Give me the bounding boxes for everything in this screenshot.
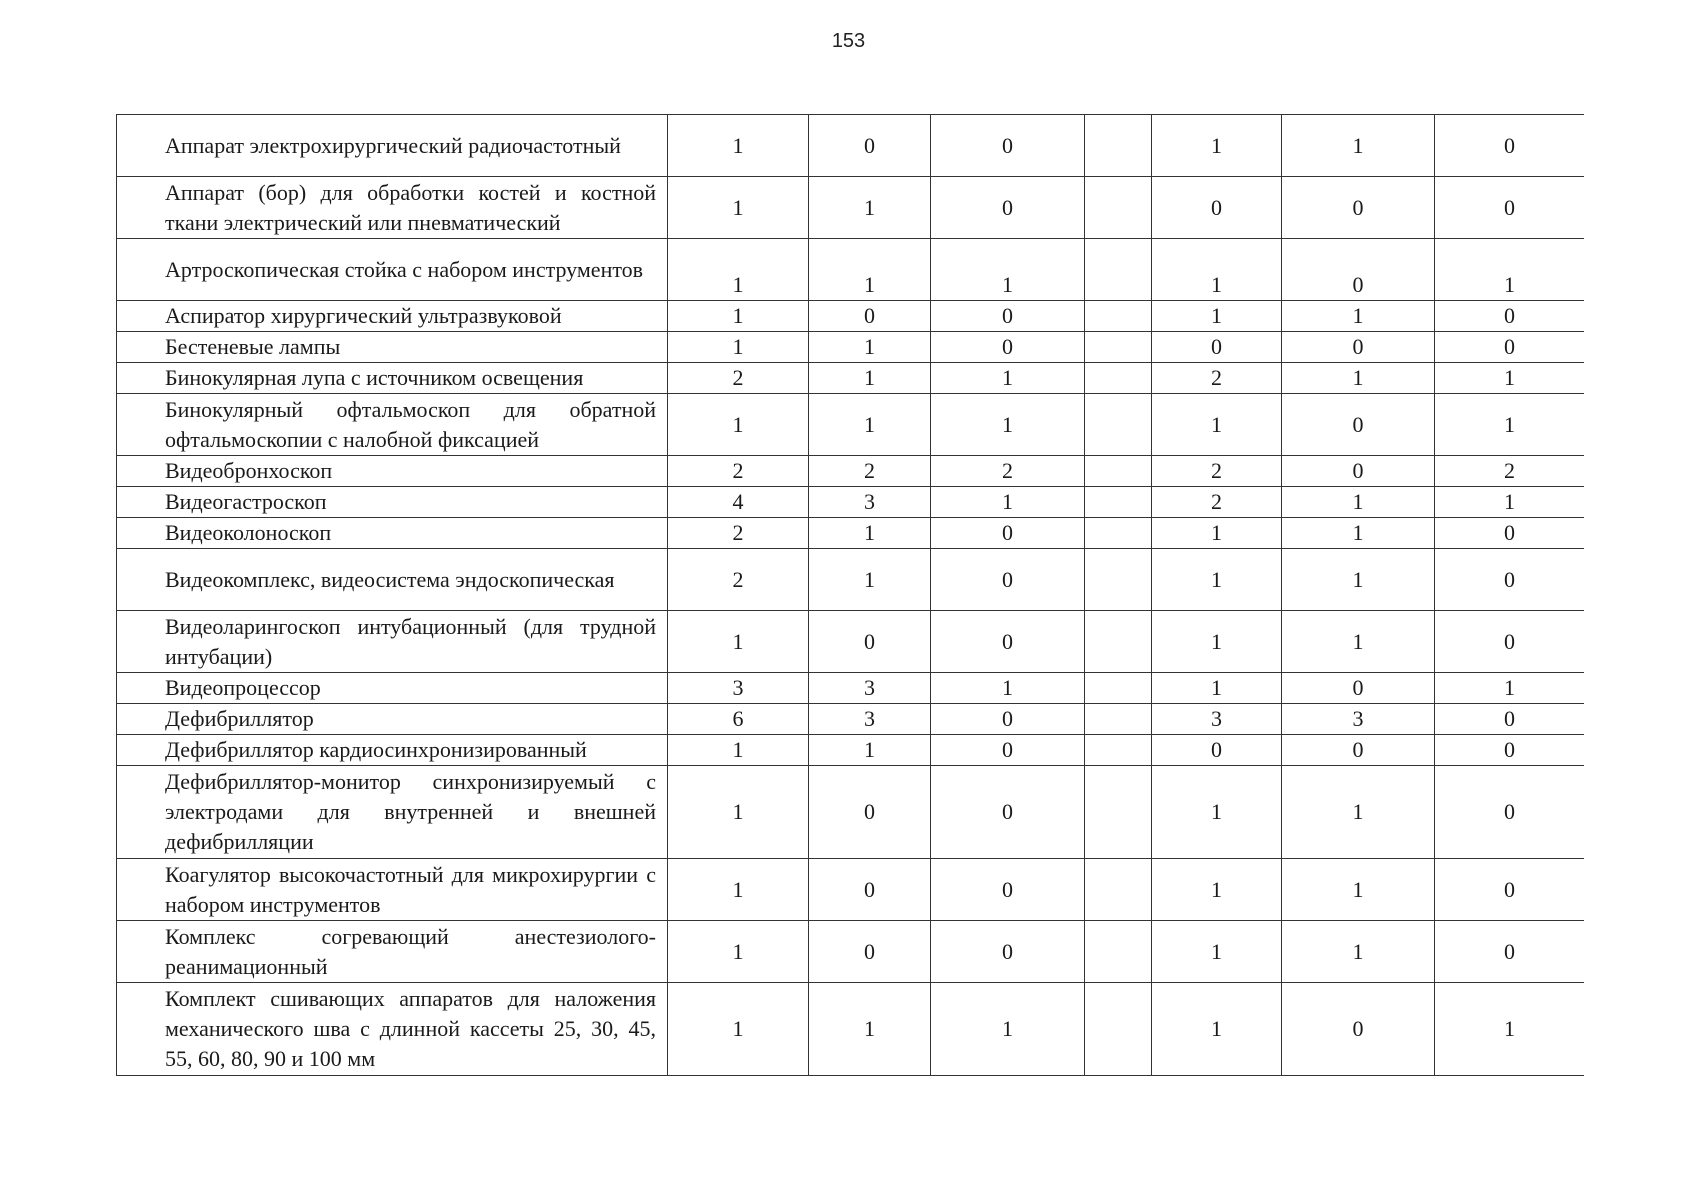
value-cell-6: 0 <box>1282 735 1435 766</box>
table-row <box>117 983 1585 1076</box>
value-cell-5: 1 <box>1152 983 1282 1076</box>
value-cell-6: 0 <box>1282 983 1435 1076</box>
equipment-table <box>116 114 1584 1076</box>
table-row <box>117 611 1585 673</box>
value-cell-7: 0 <box>1435 301 1585 332</box>
table-row <box>117 177 1585 239</box>
value-cell-4 <box>1085 983 1152 1076</box>
value-cell-1: 1 <box>668 332 809 363</box>
value-cell-6: 1 <box>1282 611 1435 673</box>
value-cell-5: 1 <box>1152 673 1282 704</box>
value-cell-6: 0 <box>1282 673 1435 704</box>
value-cell-5: 0 <box>1152 332 1282 363</box>
value-cell-5: 1 <box>1152 301 1282 332</box>
value-cell-6: 3 <box>1282 704 1435 735</box>
value-cell-5: 1 <box>1152 239 1282 301</box>
table-row <box>117 487 1585 518</box>
equipment-name: Бинокулярная лупа с источником освещения <box>117 363 668 394</box>
value-cell-3: 0 <box>931 177 1085 239</box>
value-cell-2: 1 <box>809 983 931 1076</box>
table-row <box>117 859 1585 921</box>
value-cell-1: 1 <box>668 983 809 1076</box>
value-cell-6: 1 <box>1282 363 1435 394</box>
value-cell-7: 0 <box>1435 115 1585 177</box>
value-cell-4 <box>1085 921 1152 983</box>
value-cell-4 <box>1085 115 1152 177</box>
value-cell-4 <box>1085 766 1152 859</box>
value-cell-6: 1 <box>1282 549 1435 611</box>
table-row <box>117 115 1585 177</box>
value-cell-2: 1 <box>809 518 931 549</box>
value-cell-1: 1 <box>668 735 809 766</box>
value-cell-6: 1 <box>1282 301 1435 332</box>
table-row <box>117 518 1585 549</box>
value-cell-5: 1 <box>1152 921 1282 983</box>
equipment-name: Видеогастроскоп <box>117 487 668 518</box>
value-cell-6: 0 <box>1282 239 1435 301</box>
value-cell-6: 0 <box>1282 177 1435 239</box>
value-cell-7: 0 <box>1435 549 1585 611</box>
value-cell-2: 1 <box>809 735 931 766</box>
value-cell-2: 0 <box>809 921 931 983</box>
value-cell-1: 1 <box>668 611 809 673</box>
value-cell-6: 1 <box>1282 921 1435 983</box>
value-cell-2: 1 <box>809 549 931 611</box>
value-cell-5: 1 <box>1152 518 1282 549</box>
value-cell-7: 1 <box>1435 363 1585 394</box>
value-cell-7: 0 <box>1435 177 1585 239</box>
value-cell-4 <box>1085 859 1152 921</box>
value-cell-6: 1 <box>1282 859 1435 921</box>
page-number: 153 <box>831 30 866 52</box>
equipment-name: Артроскопическая стойка с набором инструментов <box>117 239 668 301</box>
value-cell-4 <box>1085 673 1152 704</box>
value-cell-2: 0 <box>809 766 931 859</box>
equipment-name: Дефибриллятор кардиосинхронизированный <box>117 735 668 766</box>
value-cell-2: 3 <box>809 487 931 518</box>
value-cell-3: 0 <box>931 735 1085 766</box>
table-row <box>117 301 1585 332</box>
value-cell-3: 1 <box>931 363 1085 394</box>
value-cell-3: 2 <box>931 456 1085 487</box>
equipment-name: Аспиратор хирургический ультразвуковой <box>117 301 668 332</box>
table-row <box>117 363 1585 394</box>
equipment-name: Видеобронхоскоп <box>117 456 668 487</box>
value-cell-1: 3 <box>668 673 809 704</box>
value-cell-3: 1 <box>931 673 1085 704</box>
value-cell-3: 0 <box>931 518 1085 549</box>
value-cell-3: 0 <box>931 921 1085 983</box>
value-cell-4 <box>1085 611 1152 673</box>
value-cell-5: 1 <box>1152 394 1282 456</box>
value-cell-4 <box>1085 363 1152 394</box>
value-cell-4 <box>1085 518 1152 549</box>
value-cell-5: 2 <box>1152 363 1282 394</box>
value-cell-7: 0 <box>1435 921 1585 983</box>
value-cell-6: 0 <box>1282 456 1435 487</box>
value-cell-1: 1 <box>668 766 809 859</box>
value-cell-7: 1 <box>1435 394 1585 456</box>
value-cell-3: 0 <box>931 611 1085 673</box>
value-cell-3: 0 <box>931 115 1085 177</box>
equipment-name: Видеопроцессор <box>117 673 668 704</box>
value-cell-2: 1 <box>809 363 931 394</box>
value-cell-1: 4 <box>668 487 809 518</box>
value-cell-2: 0 <box>809 115 931 177</box>
equipment-name: Комплекс согревающий анестезиолого-реанимационный <box>117 921 668 983</box>
value-cell-7: 0 <box>1435 735 1585 766</box>
table-row <box>117 673 1585 704</box>
equipment-name: Аппарат электрохирургический радиочастотный <box>117 115 668 177</box>
value-cell-5: 1 <box>1152 859 1282 921</box>
value-cell-2: 0 <box>809 859 931 921</box>
value-cell-2: 1 <box>809 177 931 239</box>
value-cell-1: 2 <box>668 456 809 487</box>
value-cell-2: 3 <box>809 673 931 704</box>
value-cell-4 <box>1085 394 1152 456</box>
value-cell-5: 2 <box>1152 456 1282 487</box>
value-cell-4 <box>1085 487 1152 518</box>
equipment-table-container <box>116 114 1584 1080</box>
value-cell-1: 1 <box>668 921 809 983</box>
value-cell-3: 0 <box>931 766 1085 859</box>
table-row <box>117 766 1585 859</box>
value-cell-2: 1 <box>809 332 931 363</box>
value-cell-7: 1 <box>1435 487 1585 518</box>
value-cell-5: 2 <box>1152 487 1282 518</box>
value-cell-1: 2 <box>668 518 809 549</box>
value-cell-5: 1 <box>1152 611 1282 673</box>
table-row <box>117 704 1585 735</box>
value-cell-4 <box>1085 239 1152 301</box>
value-cell-3: 1 <box>931 394 1085 456</box>
value-cell-3: 1 <box>931 983 1085 1076</box>
value-cell-7: 0 <box>1435 766 1585 859</box>
value-cell-4 <box>1085 332 1152 363</box>
value-cell-4 <box>1085 549 1152 611</box>
value-cell-2: 2 <box>809 456 931 487</box>
value-cell-3: 1 <box>931 239 1085 301</box>
value-cell-7: 0 <box>1435 859 1585 921</box>
equipment-name: Бестеневые лампы <box>117 332 668 363</box>
equipment-name: Видеокомплекс, видеосистема эндоскопическая <box>117 549 668 611</box>
equipment-name: Дефибриллятор-монитор синхронизируемый с электродами для внутренней и внешней дефибрилляции <box>117 766 668 859</box>
equipment-name: Видеоколоноскоп <box>117 518 668 549</box>
value-cell-6: 0 <box>1282 332 1435 363</box>
value-cell-4 <box>1085 735 1152 766</box>
value-cell-6: 1 <box>1282 766 1435 859</box>
equipment-name: Аппарат (бор) для обработки костей и костной ткани электрический или пневматический <box>117 177 668 239</box>
value-cell-7: 1 <box>1435 983 1585 1076</box>
value-cell-5: 1 <box>1152 115 1282 177</box>
table-row <box>117 456 1585 487</box>
value-cell-7: 0 <box>1435 332 1585 363</box>
value-cell-1: 1 <box>668 394 809 456</box>
value-cell-4 <box>1085 301 1152 332</box>
value-cell-4 <box>1085 177 1152 239</box>
value-cell-7: 0 <box>1435 704 1585 735</box>
value-cell-3: 0 <box>931 549 1085 611</box>
value-cell-3: 1 <box>931 487 1085 518</box>
value-cell-6: 1 <box>1282 115 1435 177</box>
value-cell-3: 0 <box>931 301 1085 332</box>
value-cell-4 <box>1085 704 1152 735</box>
table-row <box>117 332 1585 363</box>
value-cell-3: 0 <box>931 859 1085 921</box>
value-cell-1: 6 <box>668 704 809 735</box>
value-cell-7: 1 <box>1435 239 1585 301</box>
value-cell-5: 1 <box>1152 766 1282 859</box>
value-cell-6: 0 <box>1282 394 1435 456</box>
value-cell-1: 1 <box>668 115 809 177</box>
value-cell-1: 1 <box>668 301 809 332</box>
value-cell-1: 1 <box>668 239 809 301</box>
equipment-name: Комплект сшивающих аппаратов для наложения механического шва с длинной кассеты 25, 30, 45, 55, 60, 80, 90 и 100 мм <box>117 983 668 1076</box>
value-cell-2: 0 <box>809 611 931 673</box>
value-cell-2: 1 <box>809 394 931 456</box>
value-cell-5: 3 <box>1152 704 1282 735</box>
value-cell-1: 2 <box>668 549 809 611</box>
equipment-name: Видеоларингоскоп интубационный (для трудной интубации) <box>117 611 668 673</box>
table-row <box>117 239 1585 301</box>
value-cell-1: 2 <box>668 363 809 394</box>
value-cell-7: 0 <box>1435 611 1585 673</box>
equipment-name: Бинокулярный офтальмоскоп для обратной офтальмоскопии с налобной фиксацией <box>117 394 668 456</box>
value-cell-4 <box>1085 456 1152 487</box>
value-cell-5: 0 <box>1152 735 1282 766</box>
value-cell-6: 1 <box>1282 487 1435 518</box>
table-row <box>117 549 1585 611</box>
table-row <box>117 394 1585 456</box>
value-cell-5: 1 <box>1152 549 1282 611</box>
value-cell-7: 2 <box>1435 456 1585 487</box>
value-cell-3: 0 <box>931 332 1085 363</box>
value-cell-2: 1 <box>809 239 931 301</box>
equipment-name: Дефибриллятор <box>117 704 668 735</box>
value-cell-2: 0 <box>809 301 931 332</box>
value-cell-7: 1 <box>1435 673 1585 704</box>
table-row <box>117 921 1585 983</box>
equipment-name: Коагулятор высокочастотный для микрохирургии с набором инструментов <box>117 859 668 921</box>
value-cell-1: 1 <box>668 177 809 239</box>
value-cell-5: 0 <box>1152 177 1282 239</box>
value-cell-3: 0 <box>931 704 1085 735</box>
value-cell-7: 0 <box>1435 518 1585 549</box>
value-cell-6: 1 <box>1282 518 1435 549</box>
table-row <box>117 735 1585 766</box>
value-cell-1: 1 <box>668 859 809 921</box>
value-cell-2: 3 <box>809 704 931 735</box>
